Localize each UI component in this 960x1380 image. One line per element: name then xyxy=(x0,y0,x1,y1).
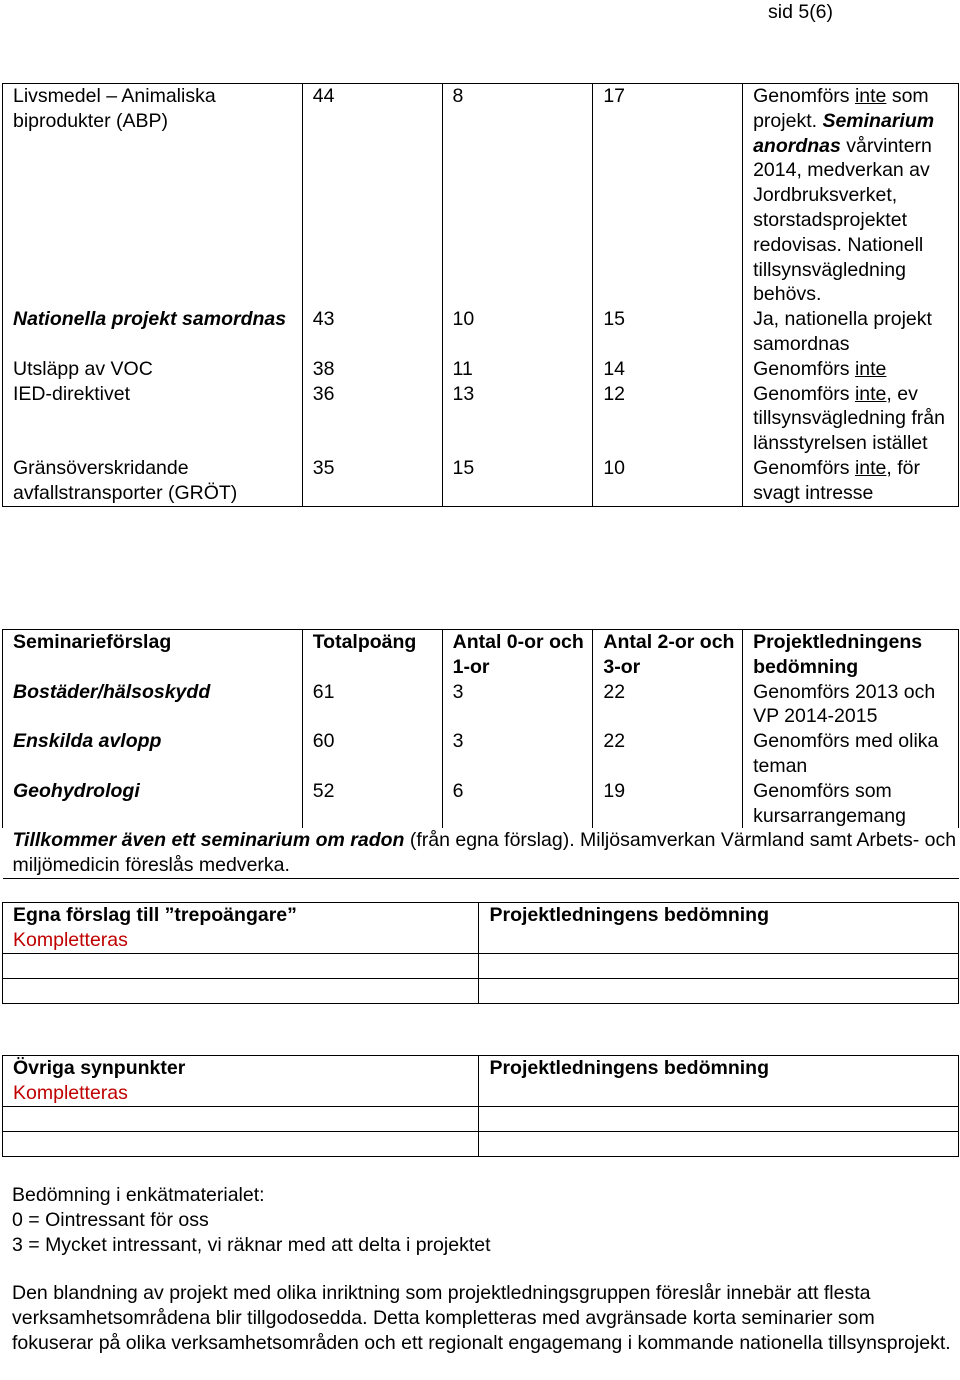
scale-title: Bedömning i enkätmaterialet: xyxy=(12,1184,265,1206)
column-header: Antal 0-or och 1-or xyxy=(442,630,593,680)
seminar-table xyxy=(2,629,959,879)
count-low: 3 xyxy=(442,729,593,779)
count-low: 13 xyxy=(442,382,593,456)
summary-paragraph: Den blandning av projekt med olika inriktning som projektledningsgruppen föreslår innebär att flesta verksamhetsområdena blir tillgodosedda. Detta kompletteras med avgränsade korta seminarier som fokuserar på olika verksamhetsområden och ett regionalt engagemang i kommande nationella tillsynsprojekt. xyxy=(12,1282,951,1354)
table-row xyxy=(3,307,959,357)
assessment: Genomförs inte som projekt. Seminarium anordnas vårvintern 2014, medverkan av Jordbruksverket, storstadsprojektet redovisas. Nationell tillsynsvägledning behövs. xyxy=(743,84,959,308)
projects-table xyxy=(2,83,959,507)
table-row xyxy=(3,1106,959,1131)
empty-cell xyxy=(479,978,959,1003)
project-name: Gränsöverskridande avfallstransporter (GRÖT) xyxy=(3,456,303,506)
count-low: 11 xyxy=(442,357,593,382)
count-low: 15 xyxy=(442,456,593,506)
page-number: sid 5(6) xyxy=(768,1,834,23)
count-high: 12 xyxy=(593,382,743,456)
count-high: 19 xyxy=(593,779,743,829)
assessment: Genomförs inte, ev tillsynsvägledning från länsstyrelsen istället xyxy=(743,382,959,456)
count-low: 6 xyxy=(442,779,593,829)
assessment: Genomförs med olika teman xyxy=(743,729,959,779)
count-high: 22 xyxy=(593,729,743,779)
total-score: 44 xyxy=(302,84,442,308)
count-low: 8 xyxy=(442,84,593,308)
seminar-name: Geohydrologi xyxy=(3,779,303,829)
count-high: 10 xyxy=(593,456,743,506)
count-high: 14 xyxy=(593,357,743,382)
table-row xyxy=(3,357,959,382)
empty-cell xyxy=(3,978,479,1003)
scale-line-3: 3 = Mycket intressant, vi räknar med att delta i projektet xyxy=(12,1233,491,1256)
column-header: Projektledningens bedömning xyxy=(479,903,959,954)
count-high: 17 xyxy=(593,84,743,308)
status-text: Kompletteras xyxy=(13,928,128,951)
table-header-row xyxy=(3,903,959,954)
assessment: Genomförs inte, för svagt intresse xyxy=(743,456,959,506)
assessment: Genomförs som kursarrangemang xyxy=(743,779,959,829)
table-row xyxy=(3,779,959,829)
table-header-row xyxy=(3,630,959,680)
count-high: 15 xyxy=(593,307,743,357)
project-name: Livsmedel – Animaliska biprodukter (ABP) xyxy=(3,84,303,308)
column-header: Antal 2-or och 3-or xyxy=(593,630,743,680)
own-proposals-header-cell xyxy=(3,903,479,954)
other-comments-table xyxy=(2,1055,959,1157)
table-row xyxy=(3,953,959,978)
assessment: Genomförs 2013 och VP 2014-2015 xyxy=(743,680,959,730)
table-row xyxy=(3,680,959,730)
empty-cell xyxy=(3,1131,479,1156)
empty-cell xyxy=(479,953,959,978)
total-score: 36 xyxy=(302,382,442,456)
status-text: Kompletteras xyxy=(13,1081,128,1104)
table-row xyxy=(3,382,959,456)
total-score: 60 xyxy=(302,729,442,779)
assessment: Genomförs inte xyxy=(743,357,959,382)
other-comments-header: Övriga synpunkter xyxy=(13,1057,186,1079)
seminar-name: Bostäder/hälsoskydd xyxy=(3,680,303,730)
table-row xyxy=(3,456,959,506)
own-proposals-table xyxy=(2,902,959,1004)
seminar-name: Enskilda avlopp xyxy=(3,729,303,779)
column-header: Projektledningens bedömning xyxy=(743,630,959,680)
assessment: Ja, nationella projekt samordnas xyxy=(743,307,959,357)
scale-line-0: 0 = Ointressant för oss xyxy=(12,1208,209,1231)
empty-cell xyxy=(479,1106,959,1131)
count-high: 22 xyxy=(593,680,743,730)
table-row xyxy=(3,978,959,1003)
empty-cell xyxy=(3,953,479,978)
column-header: Totalpoäng xyxy=(302,630,442,680)
total-score: 52 xyxy=(302,779,442,829)
scale-legend xyxy=(12,1183,952,1257)
column-header: Seminarieförslag xyxy=(3,630,303,680)
table-row xyxy=(3,1131,959,1156)
seminar-note: Tillkommer även ett seminarium om radon (från egna förslag). Miljösamverkan Värmland samt Arbets- och miljömedicin föreslås medverka. xyxy=(3,828,959,878)
empty-cell xyxy=(479,1131,959,1156)
total-score: 61 xyxy=(302,680,442,730)
count-low: 3 xyxy=(442,680,593,730)
project-name: Utsläpp av VOC xyxy=(3,357,303,382)
table-row xyxy=(3,729,959,779)
own-proposals-header: Egna förslag till ”trepoängare” xyxy=(13,904,297,926)
table-row xyxy=(3,84,959,308)
table-header-row xyxy=(3,1056,959,1107)
count-low: 10 xyxy=(442,307,593,357)
empty-cell xyxy=(3,1106,479,1131)
total-score: 38 xyxy=(302,357,442,382)
total-score: 43 xyxy=(302,307,442,357)
table-row xyxy=(3,828,959,878)
other-comments-header-cell xyxy=(3,1056,479,1107)
column-header: Projektledningens bedömning xyxy=(479,1056,959,1107)
project-name: Nationella projekt samordnas xyxy=(3,307,303,357)
total-score: 35 xyxy=(302,456,442,506)
project-name: IED-direktivet xyxy=(3,382,303,456)
